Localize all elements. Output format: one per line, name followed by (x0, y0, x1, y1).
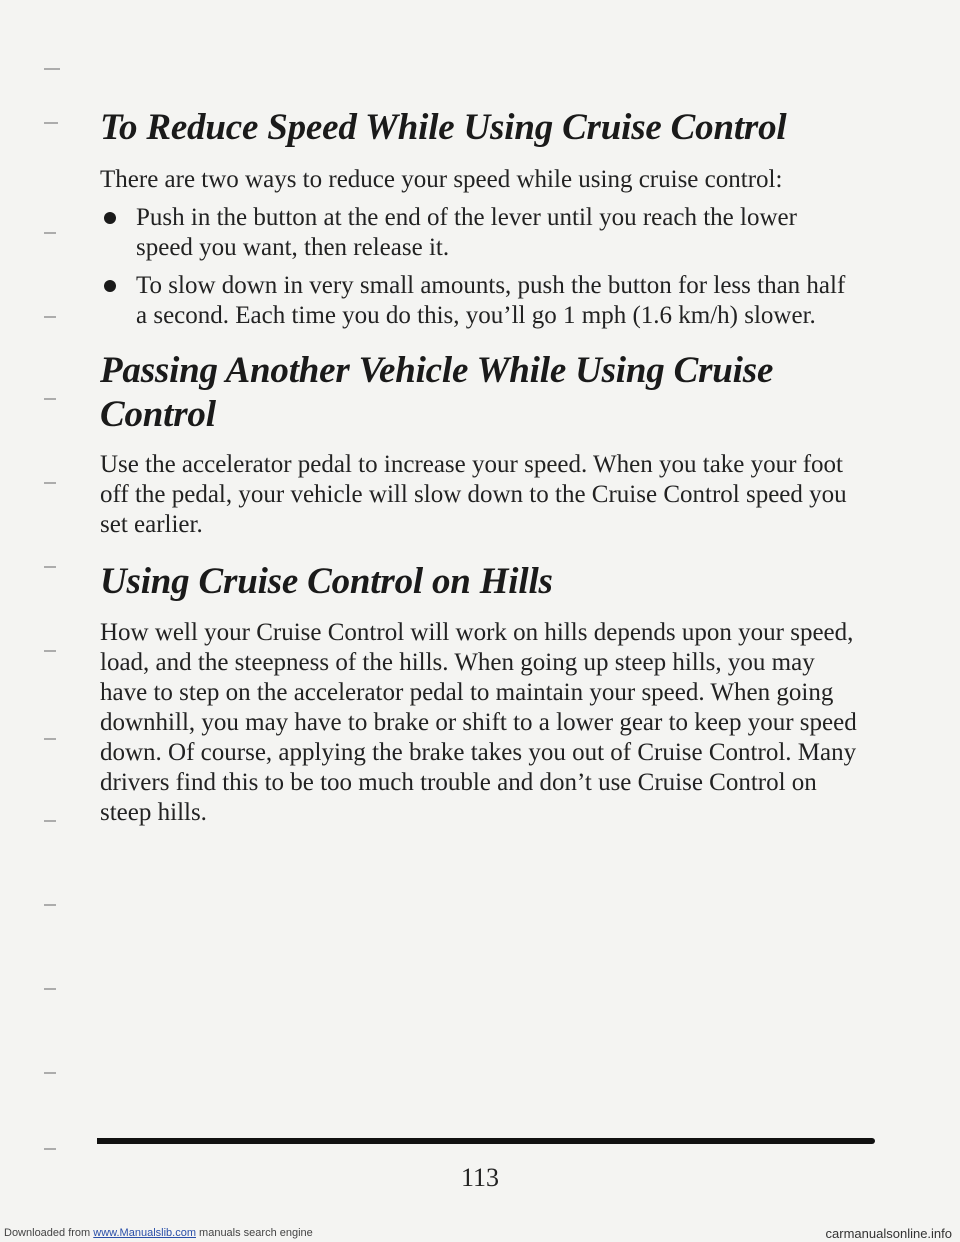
list-item (100, 271, 860, 331)
manualslib-link[interactable]: www.Manualslib.com (93, 1227, 196, 1239)
margin-mark (44, 482, 56, 484)
section-heading: Using Cruise Control on Hills (100, 561, 553, 602)
margin-mark (44, 988, 56, 990)
bullet-list (100, 203, 860, 331)
page-content (100, 100, 860, 828)
section-hills (100, 560, 860, 828)
footer-suffix: manuals search engine (195, 1227, 313, 1239)
margin-mark (44, 904, 56, 906)
page-number: 113 (460, 1163, 500, 1192)
watermark-text: carmanualsonline.info (825, 1226, 952, 1241)
footer-rule (97, 1138, 875, 1144)
section-body: How well your Cruise Control will work on hills depends upon your speed, load, and the steepness of the hills. When going up steep hills, you may have to step on the accelerator pedal to maintain your speed. When going downhill, you may have to brake or shift to a lower gear to keep your speed down. Of course, applying the brake takes you out of Cruise Control. Many drivers find this to be too much trouble and don’t use Cruise Control on steep hills. (100, 619, 857, 826)
margin-mark (44, 68, 60, 70)
margin-mark (44, 1148, 56, 1150)
section-heading: To Reduce Speed While Using Cruise Control (100, 107, 787, 148)
footer-source (4, 1225, 313, 1242)
bullet-icon (104, 280, 116, 292)
section-heading: Passing Another Vehicle While Using Cruise Control (100, 350, 774, 435)
margin-mark (44, 316, 56, 318)
margin-mark (44, 398, 56, 400)
margin-mark (44, 820, 56, 822)
bullet-icon (104, 212, 116, 224)
section-passing (100, 349, 860, 540)
section-reduce-speed (100, 106, 860, 331)
margin-mark (44, 566, 56, 568)
bullet-text: Push in the button at the end of the lever until you reach the lower speed you want, then release it. (136, 204, 797, 261)
margin-mark (44, 122, 58, 124)
section-body: Use the accelerator pedal to increase your speed. When you take your foot off the pedal, your vehicle will slow down to the Cruise Control speed you set earlier. (100, 451, 847, 538)
footer-prefix: Downloaded from (4, 1227, 94, 1239)
download-footer (0, 1225, 960, 1242)
section-intro: There are two ways to reduce your speed while using cruise control: (100, 166, 783, 193)
list-item (100, 203, 860, 263)
margin-marks (0, 0, 100, 1242)
bullet-text: To slow down in very small amounts, push the button for less than half a second. Each time you do this, you’ll go 1 mph (1.6 km/h) slower. (136, 272, 846, 329)
margin-mark (44, 650, 56, 652)
margin-mark (44, 1072, 56, 1074)
margin-mark (44, 738, 56, 740)
margin-mark (44, 232, 56, 234)
